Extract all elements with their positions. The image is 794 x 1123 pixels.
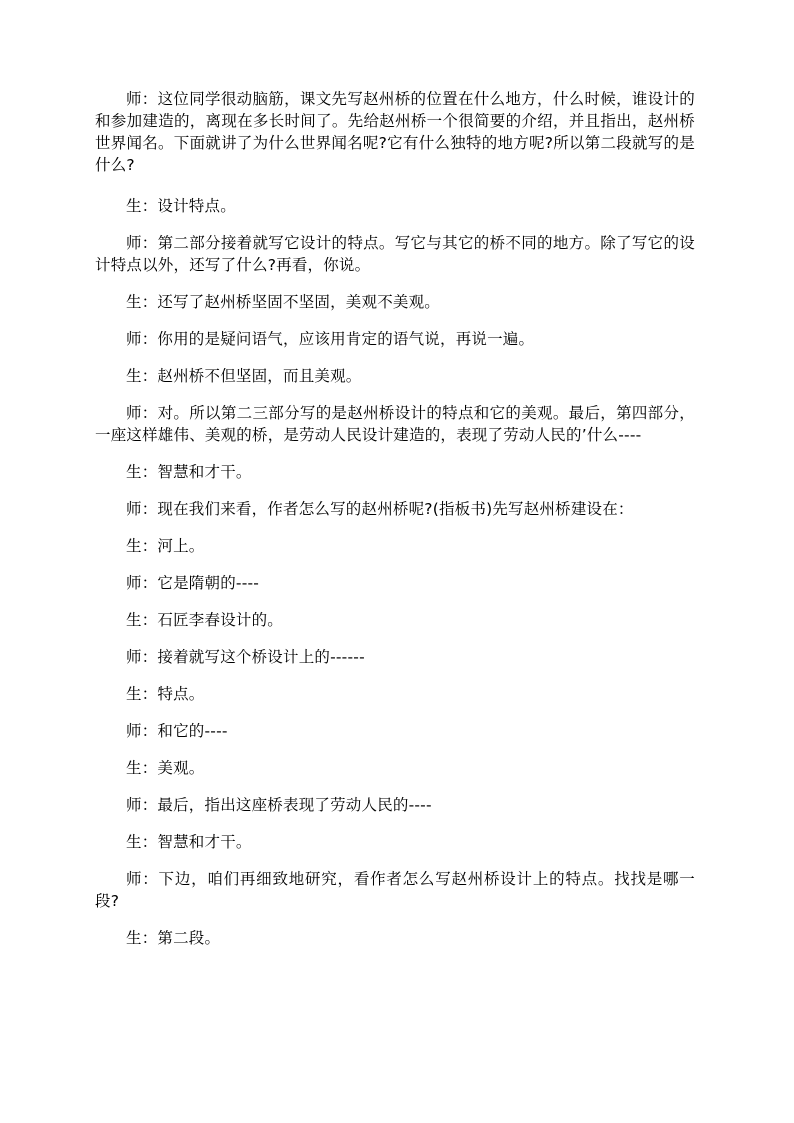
paragraph: 师：你用的是疑问语气，应该用肯定的语气说，再说一遍。 <box>126 330 535 348</box>
paragraph: 生：美观。 <box>126 759 205 777</box>
paragraph: 师：接着就写这个桥设计上的------ <box>126 648 365 666</box>
paragraph: 生：第二段。 <box>126 929 221 947</box>
paragraph: 师：现在我们来看，作者怎么写的赵州桥呢?(指板书)先写赵州桥建设在： <box>126 500 634 518</box>
paragraph: 师：它是隋朝的---- <box>126 574 260 592</box>
paragraph: 生：特点。 <box>126 685 205 703</box>
paragraph: 生：河上。 <box>126 537 205 555</box>
paragraph: 师：和它的---- <box>126 722 228 740</box>
paragraph: 生：还写了赵州桥坚固不坚固，美观不美观。 <box>126 293 441 311</box>
paragraph: 生：设计特点。 <box>126 197 236 215</box>
paragraph: 生：智慧和才干。 <box>126 833 252 851</box>
paragraph: 师：下边，咱们再细致地研究，看作者怎么写赵州桥设计上的特点。找找是哪一段? <box>95 870 695 910</box>
paragraph: 师：对。所以第二三部分写的是赵州桥设计的特点和它的美观。最后，第四部分，一座这样雄伟、美观的桥，是劳动人民设计建造的，表现了劳动人民的’什么---- <box>95 404 695 444</box>
paragraph: 师：最后，指出这座桥表现了劳动人民的---- <box>126 796 432 814</box>
paragraph: 生：赵州桥不但坚固，而且美观。 <box>126 367 362 385</box>
paragraph: 师：这位同学很动脑筋，课文先写赵州桥的位置在什么地方，什么时候，谁设计的和参加建造的，离现在多长时间了。先给赵州桥一个很简要的介绍，并且指出，赵州桥世界闻名。下面就讲了为什么世界闻名呢?它有什么独特的地方呢?所以第二段就写的是什么? <box>95 90 695 174</box>
paragraph: 师：第二部分接着就写它设计的特点。写它与其它的桥不同的地方。除了写它的设计特点以外，还写了什么?再看，你说。 <box>95 234 695 274</box>
paragraph: 生：智慧和才干。 <box>126 463 252 481</box>
document-page <box>95 88 695 949</box>
paragraph: 生：石匠李春设计的。 <box>126 611 284 629</box>
